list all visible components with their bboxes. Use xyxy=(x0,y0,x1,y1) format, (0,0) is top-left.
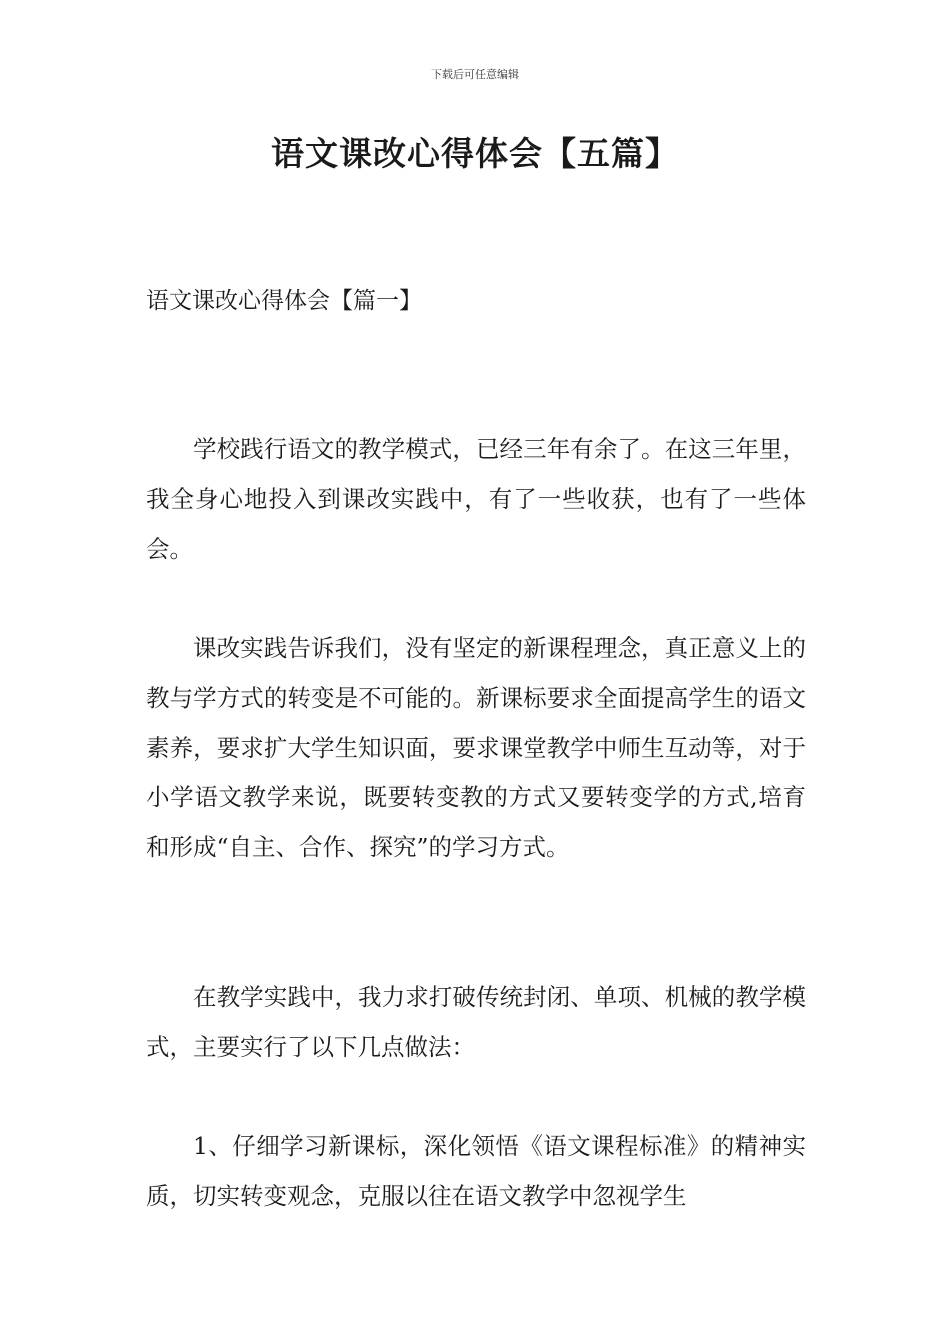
paragraph-4: 1、仔细学习新课标，深化领悟《语文课程标准》的精神实质，切实转变观念，克服以往在语文教学中忽视学生 xyxy=(146,1132,806,1210)
paragraph-3: 在教学实践中，我力求打破传统封闭、单项、机械的教学模式，主要实行了以下几点做法： xyxy=(146,983,806,1061)
paragraph-1: 学校践行语文的教学模式，已经三年有余了。在这三年里，我全身心地投入到课改实践中，有了一些收获，也有了一些体会。 xyxy=(146,435,806,563)
header-note: 下载后可任意编辑 xyxy=(431,68,519,81)
paragraph-2: 课改实践告诉我们，没有坚定的新课程理念，真正意义上的教与学方式的转变是不可能的。新课标要求全面提高学生的语文素养，要求扩大学生知识面，要求课堂教学中师生互动等，对于小学语文教学来说，既要转变教的方式又要转变学的方式,培育和形成“自主、合作、探究”的学习方式。 xyxy=(146,634,806,862)
document-title: 语文课改心得体会【五篇】 xyxy=(271,134,679,173)
section-title: 语文课改心得体会【篇一】 xyxy=(146,288,422,314)
